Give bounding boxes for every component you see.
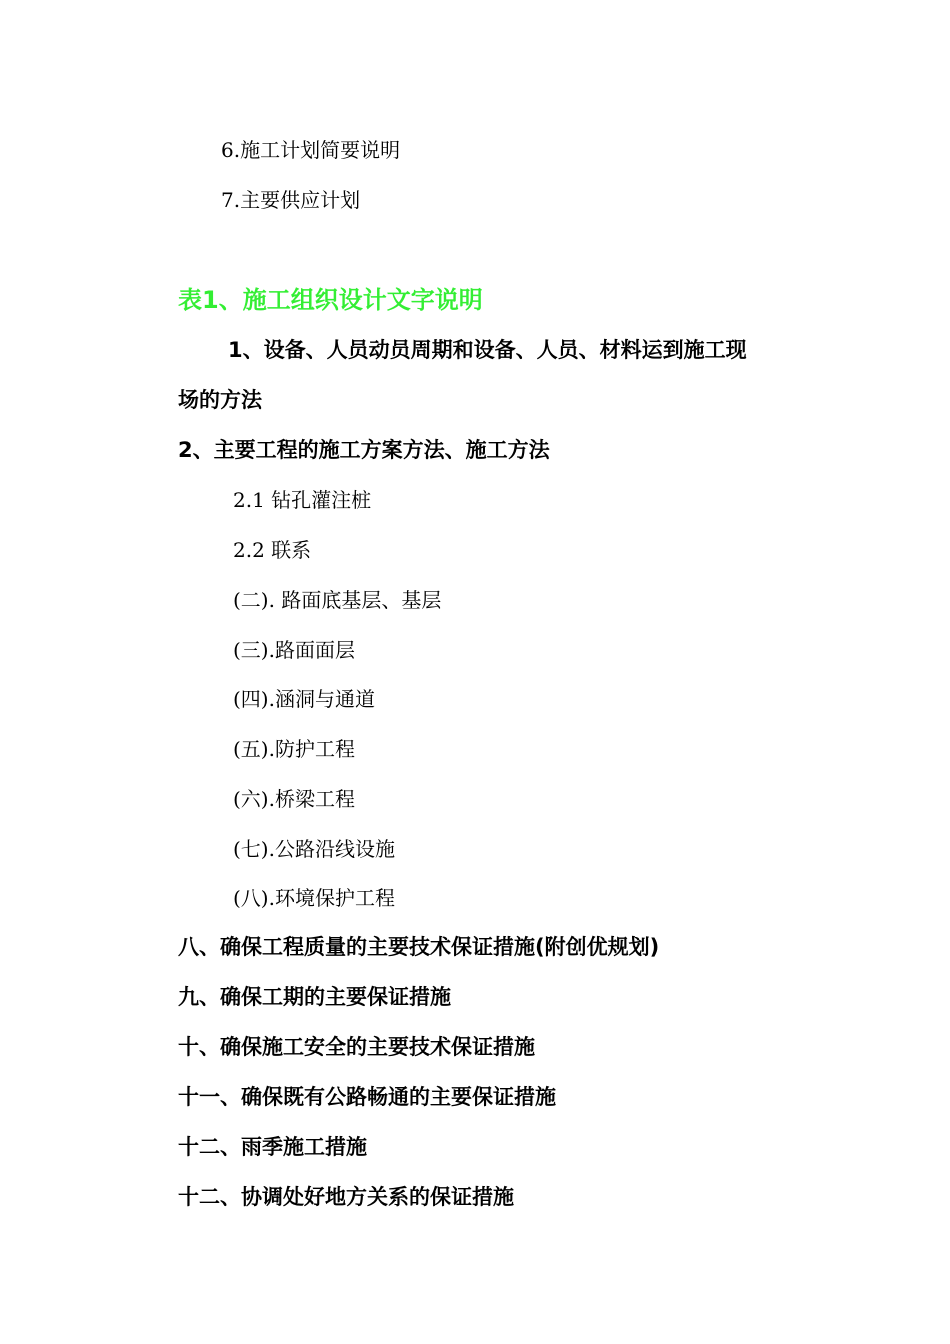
section-9: 九、确保工期的主要保证措施	[178, 985, 451, 1009]
sub-item-8: (八).环境保护工程	[233, 886, 395, 910]
section-12-local: 十二、协调处好地方关系的保证措施	[178, 1185, 514, 1209]
section-8: 八、确保工程质量的主要技术保证措施(附创优规划)	[178, 935, 660, 959]
toc-item-6: 6.施工计划简要说明	[221, 138, 401, 162]
section-11: 十一、确保既有公路畅通的主要保证措施	[178, 1085, 556, 1109]
item-1-line-2: 场的方法	[178, 388, 262, 412]
section-10: 十、确保施工安全的主要技术保证措施	[178, 1035, 535, 1059]
sub-item-5: (五).防护工程	[233, 737, 355, 761]
sub-item-6: (六).桥梁工程	[233, 787, 355, 811]
section-12-rain: 十二、雨季施工措施	[178, 1135, 367, 1159]
toc-item-7: 7.主要供应计划	[221, 188, 361, 212]
sub-item-7: (七).公路沿线设施	[233, 837, 395, 861]
item-2-2: 2.2 联系	[233, 538, 312, 562]
item-1-line-1: 1、设备、人员动员周期和设备、人员、材料运到施工现	[228, 338, 747, 362]
section-title: 表1、施工组织设计文字说明	[178, 286, 483, 314]
sub-item-4: (四).涵洞与通道	[233, 687, 375, 711]
item-2-heading: 2、主要工程的施工方案方法、施工方法	[178, 438, 550, 462]
sub-item-2: (二). 路面底基层、基层	[233, 588, 442, 612]
sub-item-3: (三).路面面层	[233, 638, 355, 662]
item-2-1: 2.1 钻孔灌注桩	[233, 488, 372, 512]
